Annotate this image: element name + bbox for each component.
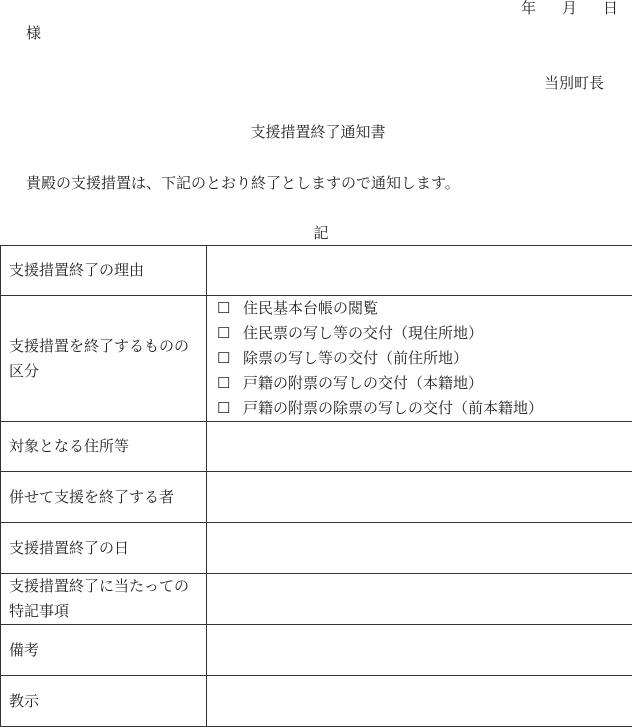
table-row [1,472,632,523]
row-value-category [207,296,632,422]
document-title: 支援措置終了通知書 [0,125,632,140]
option-label: 戸籍の附票の写しの交付（本籍地） [243,371,483,396]
option-item[interactable] [217,346,624,371]
date-day: 日 [603,1,618,16]
row-value-address[interactable] [207,422,632,472]
checkbox-icon[interactable]: ☐ [217,346,243,371]
row-label-address: 対象となる住所等 [1,422,207,472]
row-value-special-notes[interactable] [207,574,632,625]
row-label-end-date: 支援措置終了の日 [1,523,207,574]
table-row [1,676,632,727]
row-label-others: 併せて支援を終了する者 [1,472,207,523]
row-label-remarks: 備考 [1,625,207,676]
issuer: 当別町長 [544,76,604,91]
row-label-special-notes: 支援措置終了に当たっての特記事項 [1,574,207,625]
row-value-remarks[interactable] [207,625,632,676]
date-month: 月 [562,1,577,16]
option-label: 戸籍の附票の除票の写しの交付（前本籍地） [243,396,543,421]
body-text: 貴殿の支援措置は、下記のとおり終了としますので通知します。 [26,176,460,191]
notice-table [0,245,632,727]
option-label: 住民票の写し等の交付（現住所地） [243,321,483,346]
table-row [1,422,632,472]
category-options [215,296,624,421]
table-row [1,625,632,676]
row-value-reason[interactable] [207,246,632,296]
option-label: 除票の写し等の交付（前住所地） [243,346,468,371]
table-row [1,246,632,296]
checkbox-icon[interactable]: ☐ [217,321,243,346]
row-value-others[interactable] [207,472,632,523]
option-label: 住民基本台帳の閲覧 [243,296,378,321]
table-row [1,574,632,625]
addressee-suffix: 様 [26,26,41,41]
row-value-end-date[interactable] [207,523,632,574]
table-row [1,523,632,574]
option-item[interactable] [217,396,624,421]
date-year: 年 [521,1,536,16]
table-row [1,296,632,422]
option-item[interactable] [217,296,624,321]
checkbox-icon[interactable]: ☐ [217,296,243,321]
ki-heading: 記 [0,226,632,241]
option-item[interactable] [217,371,624,396]
date-line [495,1,618,16]
option-item[interactable] [217,321,624,346]
row-label-category: 支援措置を終了するものの区分 [1,296,207,422]
row-label-reason: 支援措置終了の理由 [1,246,207,296]
checkbox-icon[interactable]: ☐ [217,371,243,396]
row-label-instruction: 教示 [1,676,207,727]
row-value-instruction[interactable] [207,676,632,727]
checkbox-icon[interactable]: ☐ [217,396,243,421]
